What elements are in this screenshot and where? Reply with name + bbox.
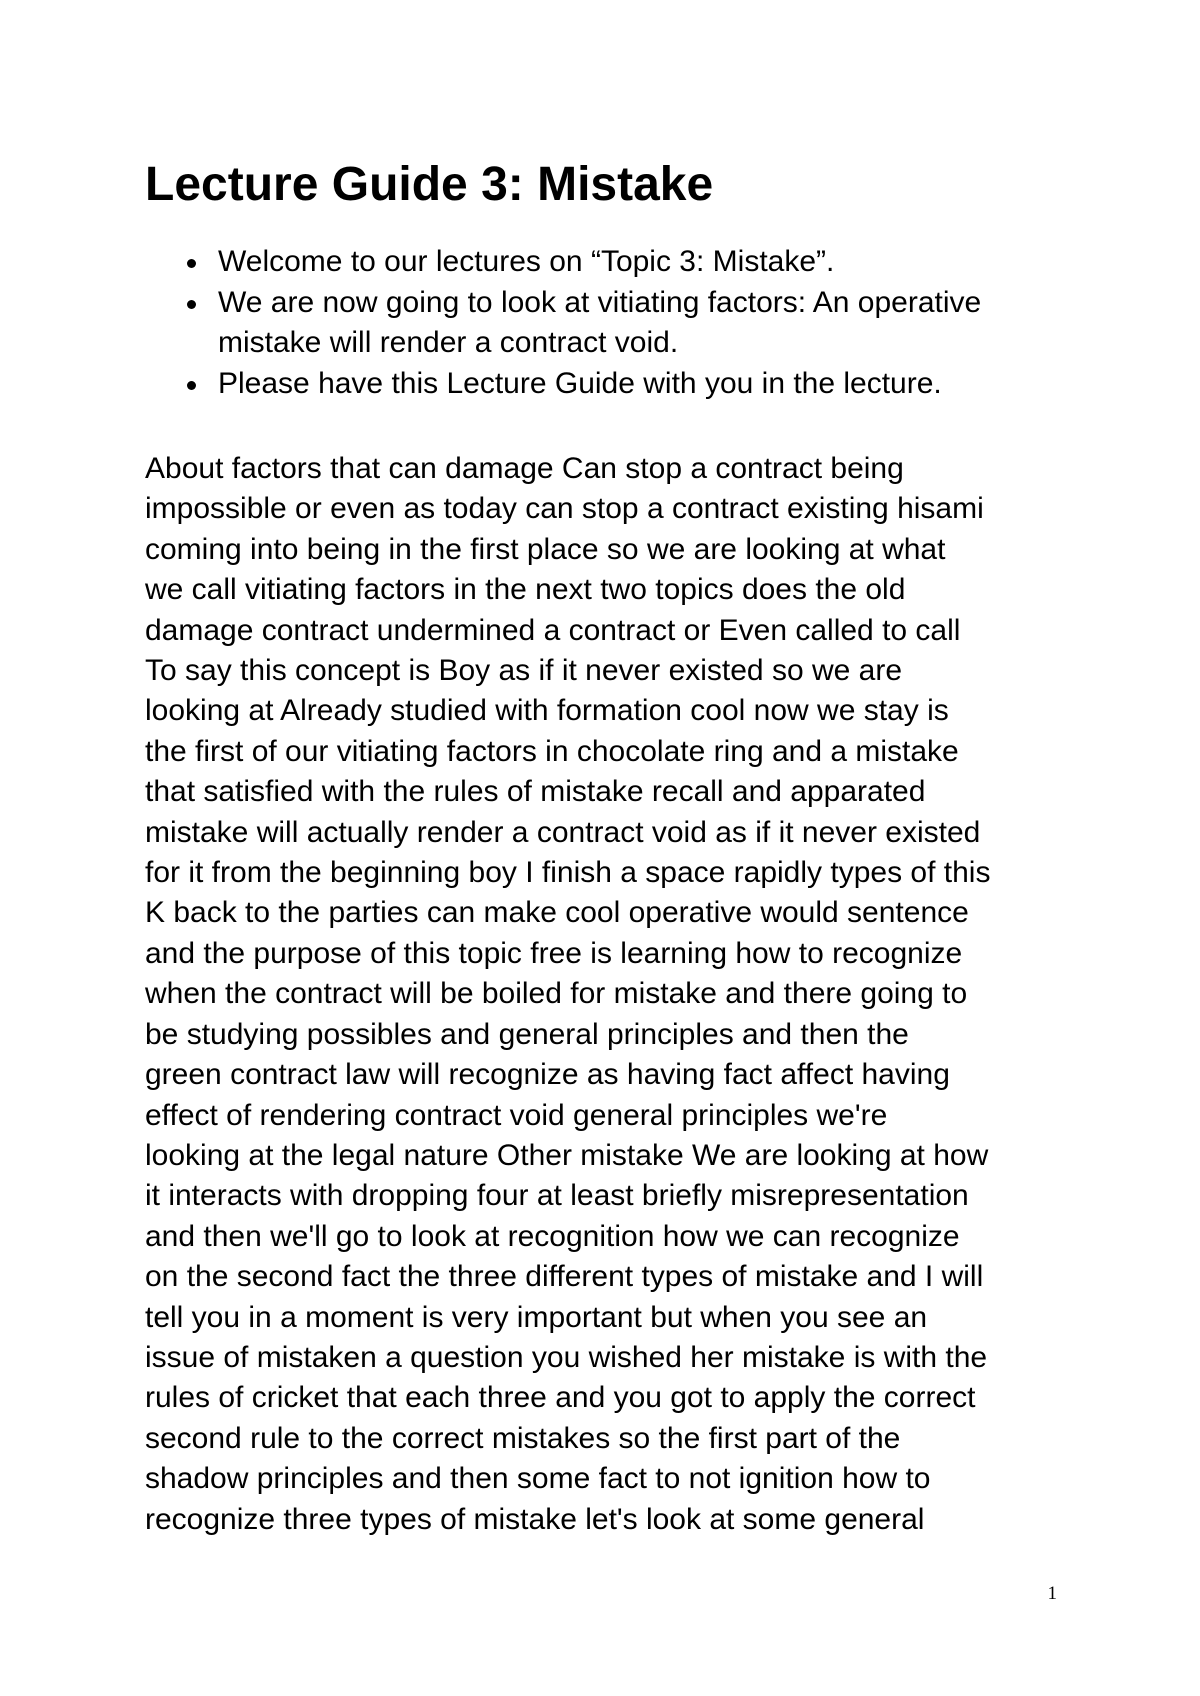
- bullet-text: Please have this Lecture Guide with you in the lecture.: [218, 366, 942, 400]
- body-line: green contract law will recognize as having fact affect having: [145, 1058, 950, 1092]
- body-paragraph: [145, 449, 990, 1540]
- body-line: tell you in a moment is very important but when you see an: [145, 1300, 928, 1334]
- body-line: mistake will actually render a contract void as if it never existed: [145, 815, 981, 849]
- body-line: looking at the legal nature Other mistake We are looking at how: [145, 1138, 989, 1172]
- body-line: coming into being in the first place so we are looking at what: [145, 532, 946, 566]
- body-line: issue of mistaken a question you wished her mistake is with the: [145, 1340, 988, 1374]
- body-line: for it from the beginning boy I finish a space rapidly types of this: [145, 856, 991, 890]
- bullet-item: [145, 242, 1075, 283]
- bullet-item: [145, 364, 1075, 405]
- body-line: recognize three types of mistake let's look at some general: [145, 1502, 925, 1536]
- body-line: K back to the parties can make cool operative would sentence: [145, 896, 969, 930]
- body-line: the first of our vitiating factors in chocolate ring and a mistake: [145, 734, 959, 768]
- page-number: 1: [1047, 1583, 1057, 1604]
- body-line: shadow principles and then some fact to not ignition how to: [145, 1462, 931, 1496]
- bullet-text: Welcome to our lectures on “Topic 3: Mistake”.: [218, 245, 835, 278]
- body-line: damage contract undermined a contract or Even called to call: [145, 613, 961, 647]
- intro-bullet-list: [145, 242, 1075, 404]
- bullet-dot-icon: [187, 381, 196, 390]
- body-line: be studying possibles and general principles and then the: [145, 1017, 909, 1051]
- bullet-dot-icon: [187, 300, 196, 309]
- body-line: effect of rendering contract void general principles we're: [145, 1098, 888, 1132]
- body-line: it interacts with dropping four at least briefly misrepresentation: [145, 1179, 969, 1213]
- body-line: and then we'll go to look at recognition how we can recognize: [145, 1219, 960, 1253]
- page-title: Lecture Guide 3: Mistake: [145, 158, 714, 211]
- body-line: impossible or even as today can stop a contract existing hisami: [145, 492, 984, 526]
- body-line: we call vitiating factors in the next two topics does the old: [145, 573, 906, 607]
- bullet-text: We are now going to look at vitiating factors: An operative mistake will render a contract void.: [218, 285, 982, 359]
- body-line: rules of cricket that each three and you got to apply the correct: [145, 1381, 976, 1415]
- body-line: that satisfied with the rules of mistake recall and apparated: [145, 775, 926, 809]
- bullet-dot-icon: [187, 259, 196, 268]
- bullet-item: [145, 283, 1075, 364]
- body-line: second rule to the correct mistakes so the first part of the: [145, 1421, 901, 1455]
- body-line: To say this concept is Boy as if it never existed so we are: [145, 654, 903, 688]
- body-line: looking at Already studied with formation cool now we stay is: [145, 694, 949, 728]
- body-line: on the second fact the three different types of mistake and I will: [145, 1260, 984, 1294]
- body-line: when the contract will be boiled for mistake and there going to: [145, 977, 968, 1011]
- body-line: About factors that can damage Can stop a contract being: [145, 452, 904, 485]
- body-line: and the purpose of this topic free is learning how to recognize: [145, 936, 963, 970]
